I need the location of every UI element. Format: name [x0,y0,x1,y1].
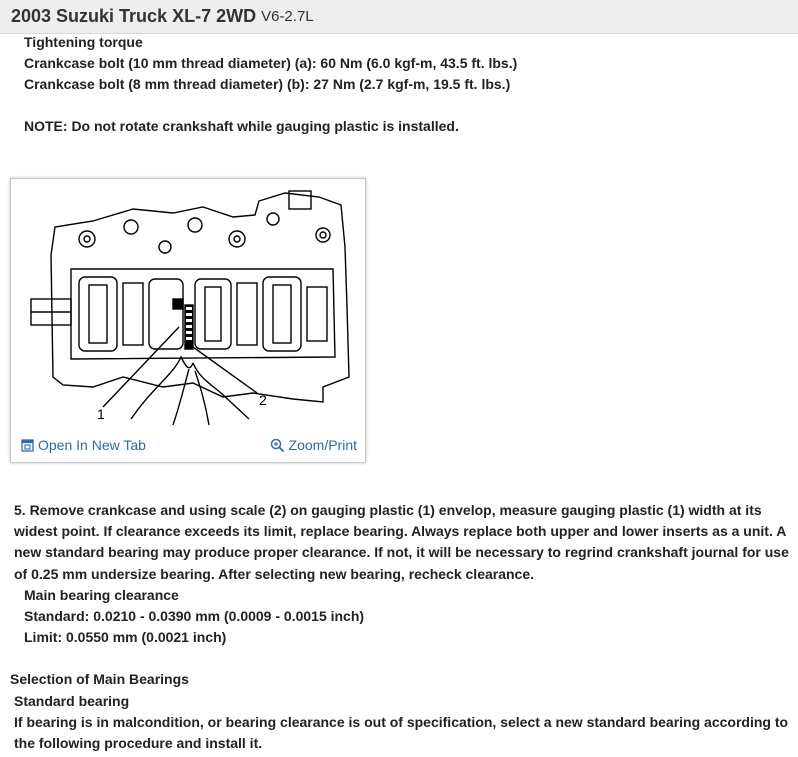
selection-heading: Selection of Main Bearings [10,671,189,688]
clearance-standard: Standard: 0.0210 - 0.0390 mm (0.0009 - 0.0015 inch) [24,608,365,625]
clearance-limit: Limit: 0.0550 mm (0.0021 inch) [24,629,227,646]
open-in-new-tab-link[interactable] [21,437,146,453]
standard-bearing-subheading: Standard bearing [14,692,130,709]
callout-gauging-plastic: 1 [97,406,105,422]
torque-spec-block [24,32,517,137]
torque-spec-a: Crankcase bolt (10 mm thread diameter) (a): 60 Nm (6.0 kgf-m, 43.5 ft. lbs.) [24,55,518,71]
callout-scale: 2 [259,392,267,408]
vehicle-title: 2003 Suzuki Truck XL-7 2WD [11,6,257,26]
figure-card [10,178,366,463]
document-title-bar [0,0,798,34]
step-5-text: 5. Remove crankcase and using scale (2) on gauging plastic (1) envelop, measure gauging plastic (1) width at its widest point. If clearance exceeds its limit, replace bearing. Always replace both upper and lower inserts as a unit. A new standard bearing may produce proper clearance. If not, it will be necessary to regrind crankshaft journal for use of 0.25 mm undersize bearing. After selecting new bearing, recheck clearance. [14,502,789,582]
torque-spec-b: Crankcase bolt (8 mm thread diameter) (b): 27 Nm (2.7 kgf-m, 19.5 ft. lbs.) [24,76,511,92]
open-in-new-tab-label: Open In New Tab [38,437,146,453]
note-text: NOTE: Do not rotate crankshaft while gauging plastic is installed. [24,118,459,134]
zoom-print-link[interactable] [270,437,357,453]
crankshaft-illustration[interactable] [23,187,353,437]
zoom-print-label: Zoom/Print [288,437,357,453]
procedure-text [10,500,796,754]
zoom-icon [270,438,285,453]
torque-heading: Tightening torque [24,34,143,50]
clearance-heading: Main bearing clearance [24,586,179,603]
new-tab-icon [21,439,34,452]
selection-text: If bearing is in malcondition, or bearing clearance is out of specification, select a new standard bearing according to the following procedure and install it. [14,713,789,752]
engine-label: V6-2.7L [261,8,314,25]
